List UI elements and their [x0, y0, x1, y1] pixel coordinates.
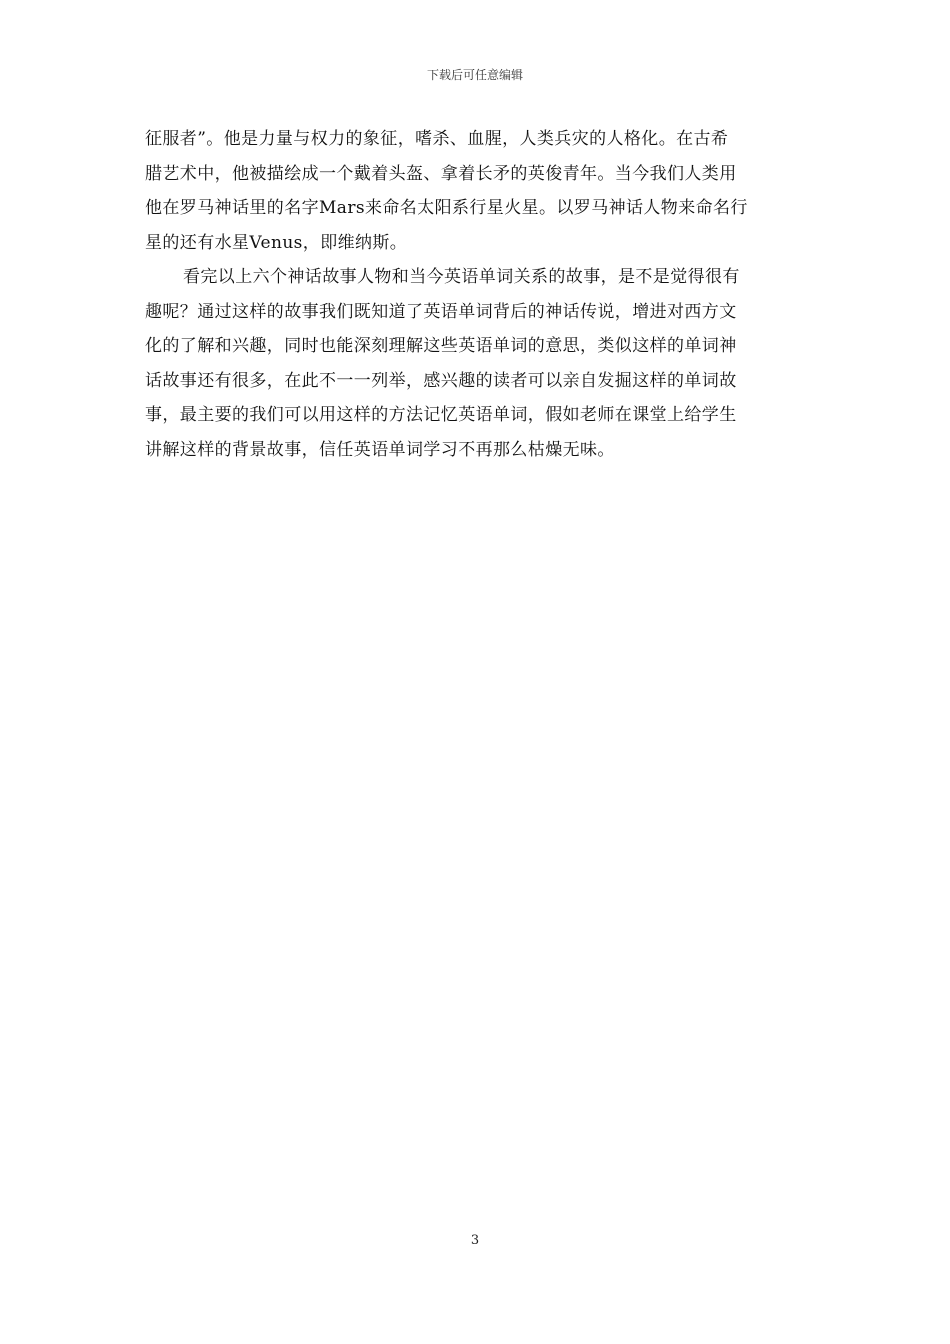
paragraph-line: 讲解这样的背景故事，信任英语单词学习不再那么枯燥无味。 [145, 439, 615, 460]
paragraph-line: 看完以上六个神话故事人物和当今英语单词关系的故事，是不是觉得很有 [183, 267, 740, 287]
paragraph-line: 话故事还有很多，在此不一一列举，感兴趣的读者可以亲自发掘这样的单词故 [145, 370, 737, 391]
paragraph-line: 趣呢？通过这样的故事我们既知道了英语单词背后的神话传说，增进对西方文 [145, 301, 737, 322]
paragraph-2 [145, 260, 809, 467]
paragraph-line: 事，最主要的我们可以用这样的方法记忆英语单词，假如老师在课堂上给学生 [145, 405, 737, 425]
page-number: 3 [470, 1233, 480, 1248]
paragraph-line: 星的还有水星Venus，即维纳斯。 [145, 232, 408, 253]
paragraph-1 [145, 122, 809, 260]
page-header: 下载后可任意编辑 [426, 68, 523, 82]
document-body [145, 122, 809, 467]
paragraph-line: 化的了解和兴趣，同时也能深刻理解这些英语单词的意思，类似这样的单词神 [145, 336, 737, 356]
paragraph-line: 腊艺术中，他被描绘成一个戴着头盔、拿着长矛的英俊青年。当今我们人类用 [145, 163, 737, 184]
paragraph-line: 征服者”。他是力量与权力的象征，嗜杀、血腥，人类兵灾的人格化。在古希 [145, 129, 729, 149]
paragraph-line: 他在罗马神话里的名字Mars来命名太阳系行星火星。以罗马神话人物来命名行 [145, 198, 748, 218]
